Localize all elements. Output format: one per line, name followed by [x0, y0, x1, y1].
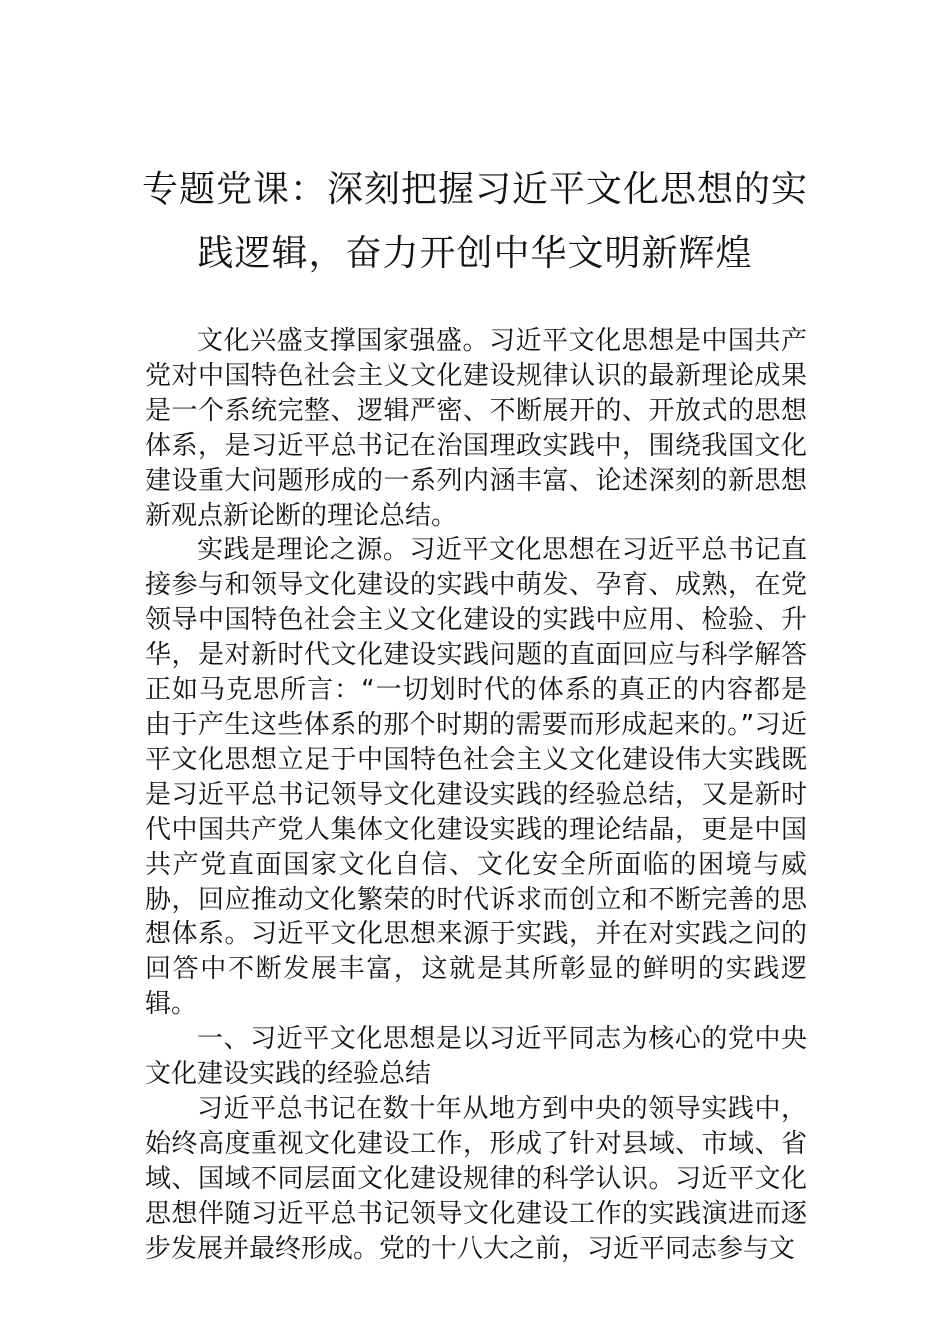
title-line-1: 专题党课：深刻把握习近平文化思想的实	[141, 169, 808, 210]
document-body	[145, 324, 807, 1266]
document-title	[140, 158, 810, 286]
paragraph-practice-source: 实践是理论之源。习近平文化思想在习近平总书记直接参与和领导文化建设的实践中萌发、孕育、成熟，在党领导中国特色社会主义文化建设的实践中应用、检验、升华，是对新时代文化建设实践问题的直面回应与科学解答正如马克思所言：“一切划时代的体系的真正的内容都是由于产生这些体系的那个时期的需要而形成起来的。”习近平文化思想立足于中国特色社会主义文化建设伟大实践既是习近平总书记领导文化建设实践的经验总结，又是新时代中国共产党人集体文化建设实践的理论结晶，更是中国共产党直面国家文化自信、文化安全所面临的困境与威胁，回应推动文化繁荣的时代诉求而创立和不断完善的思想体系。习近平文化思想来源于实践，并在对实践之问的回答中不断发展丰富，这就是其所彰显的鲜明的实践逻辑。	[145, 535, 807, 1020]
paragraph-intro: 文化兴盛支撑国家强盛。习近平文化思想是中国共产党对中国特色社会主义文化建设规律认识的最新理论成果是一个系统完整、逻辑严密、不断展开的、开放式的思想体系，是习近平总书记在治国理政实践中，围绕我国文化建设重大问题形成的一系列内涵丰富、论述深刻的新思想新观点新论断的理论总结。	[145, 326, 807, 531]
title-line-2: 践逻辑，奋力开创中华文明新辉煌	[197, 233, 753, 274]
paragraph-section-one: 习近平总书记在数十年从地方到中央的领导实践中，始终高度重视文化建设工作，形成了针对县域、市域、省域、国域不同层面文化建设规律的科学认识。习近平文化思想伴随习近平总书记领导文化建设工作的实践演进而逐步发展并最终形成。党的十八大之前，习近平同志参与文	[145, 1093, 807, 1264]
section-heading-one: 一、习近平文化思想是以习近平同志为核心的党中央文化建设实践的经验总结	[145, 1024, 807, 1090]
